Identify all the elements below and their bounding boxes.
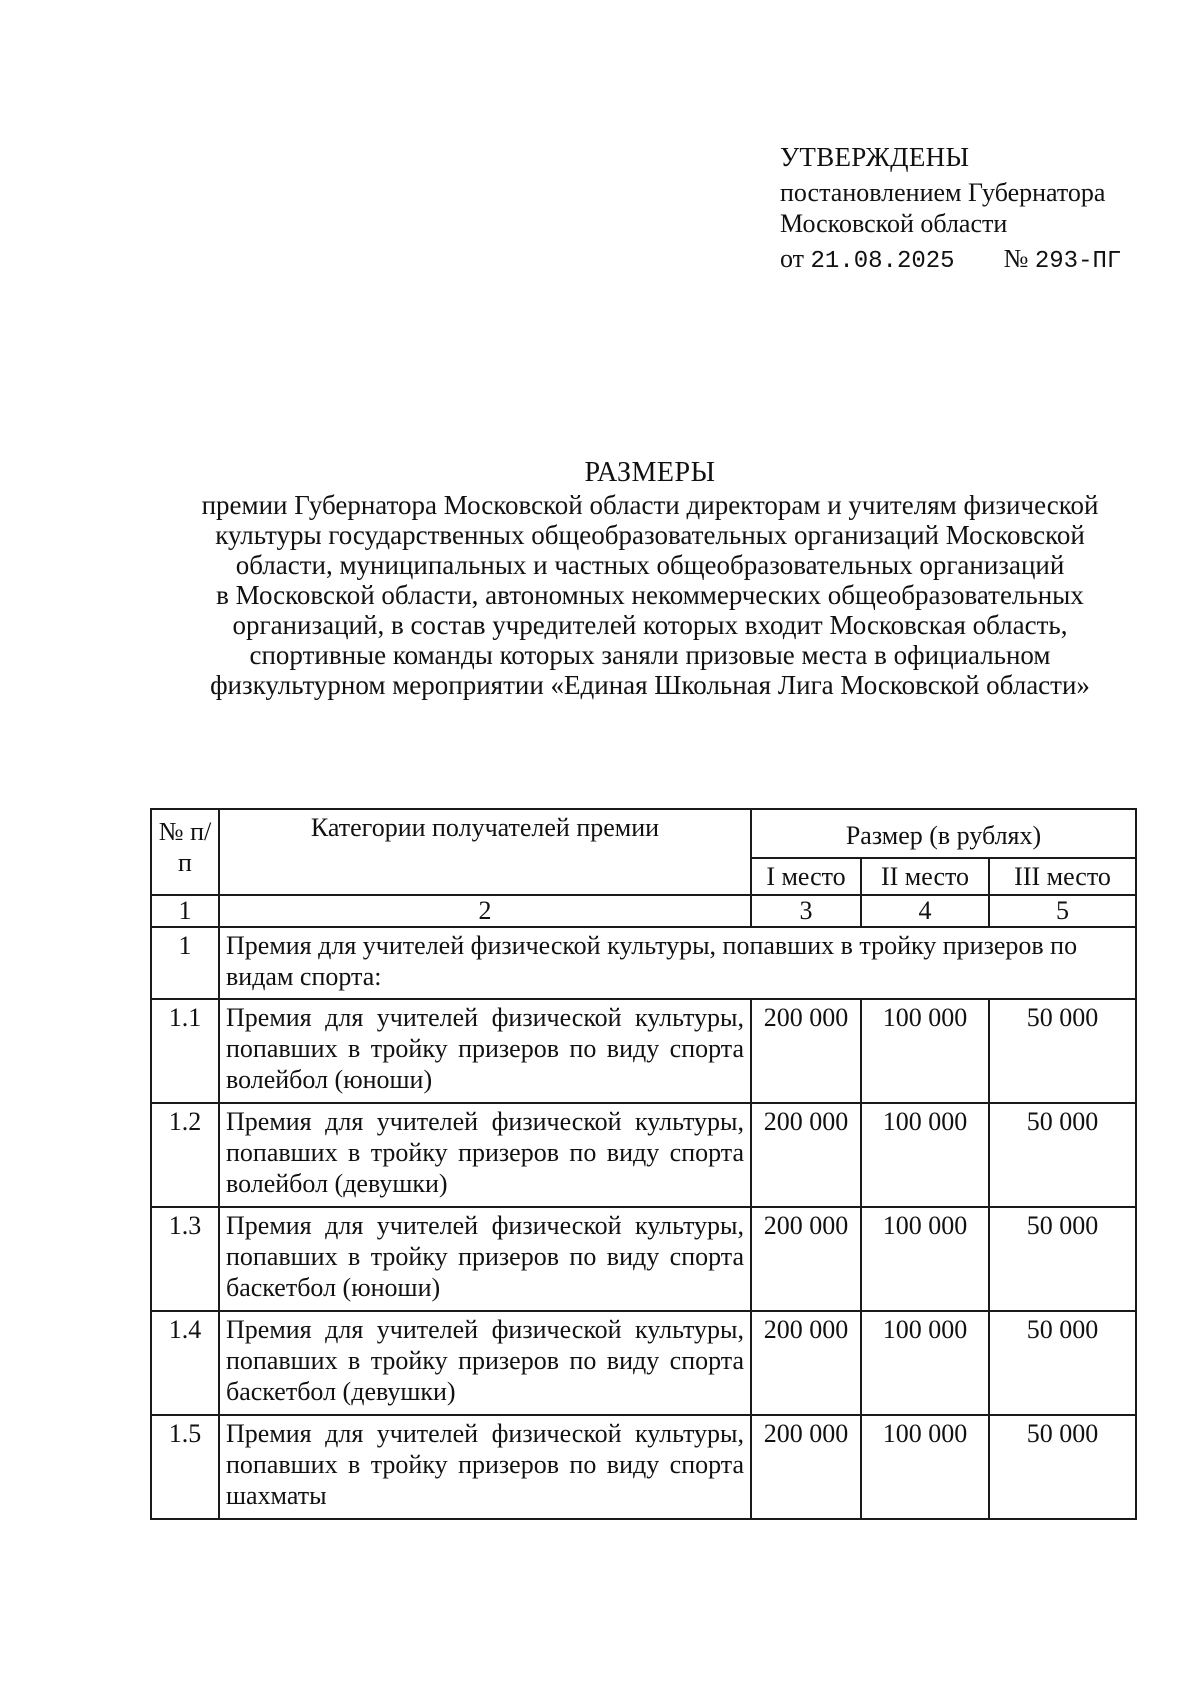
approval-date: 21.08.2025 bbox=[810, 248, 955, 275]
header-place-2: II место bbox=[861, 858, 989, 895]
awards-table bbox=[150, 808, 1137, 1520]
row-place-2: 100 000 bbox=[861, 1415, 989, 1519]
title-line: спортивные команды которых заняли призовые места в официальном bbox=[249, 640, 1051, 670]
row-place-3: 50 000 bbox=[989, 1415, 1136, 1519]
row-num: 1.2 bbox=[151, 1103, 219, 1207]
approval-heading: УТВЕРЖДЕНЫ bbox=[780, 142, 970, 172]
section-row bbox=[151, 927, 1136, 999]
column-number: 3 bbox=[751, 895, 861, 927]
row-category: Премия для учителей физической культуры, попавших в тройку призеров по виду спорта шахматы bbox=[219, 1415, 751, 1519]
approval-stamp bbox=[780, 142, 1121, 277]
header-place-3: III место bbox=[989, 858, 1136, 895]
title-line: культуры государственных общеобразовательных организаций Московской bbox=[215, 520, 1085, 550]
title-line: в Московской области, автономных некоммерческих общеобразовательных bbox=[216, 580, 1084, 610]
title-line: организаций, в состав учредителей которых входит Московская область, bbox=[232, 610, 1068, 640]
row-place-1: 200 000 bbox=[751, 999, 861, 1103]
approval-line-2: Московской области bbox=[780, 209, 1008, 238]
row-place-3: 50 000 bbox=[989, 1207, 1136, 1311]
row-num: 1.1 bbox=[151, 999, 219, 1103]
row-category: Премия для учителей физической культуры, попавших в тройку призеров по виду спорта волейбол (юноши) bbox=[219, 999, 751, 1103]
approval-number: 293-ПГ bbox=[1034, 248, 1122, 275]
document-title bbox=[170, 458, 1130, 700]
row-place-1: 200 000 bbox=[751, 1103, 861, 1207]
approval-date-line bbox=[780, 243, 1121, 277]
table-row bbox=[151, 999, 1136, 1103]
number-sign: № bbox=[1003, 244, 1029, 273]
section-text: Премия для учителей физической культуры, попавших в тройку призеров по видам спорта: bbox=[219, 927, 1136, 999]
row-place-3: 50 000 bbox=[989, 999, 1136, 1103]
table-row bbox=[151, 1103, 1136, 1207]
column-number-row bbox=[151, 895, 1136, 927]
header-place-1: I место bbox=[751, 858, 861, 895]
table-row bbox=[151, 1415, 1136, 1519]
title-main: РАЗМЕРЫ bbox=[584, 457, 716, 488]
date-prefix: от bbox=[780, 244, 805, 273]
row-category: Премия для учителей физической культуры, попавших в тройку призеров по виду спорта баскетбол (девушки) bbox=[219, 1311, 751, 1415]
table-row bbox=[151, 1311, 1136, 1415]
row-place-3: 50 000 bbox=[989, 1103, 1136, 1207]
column-number: 4 bbox=[861, 895, 989, 927]
column-number: 5 bbox=[989, 895, 1136, 927]
approval-line-1: постановлением Губернатора bbox=[780, 178, 1106, 207]
row-place-1: 200 000 bbox=[751, 1207, 861, 1311]
table-row bbox=[151, 1207, 1136, 1311]
row-place-2: 100 000 bbox=[861, 1207, 989, 1311]
header-amount: Размер (в рублях) bbox=[751, 809, 1136, 858]
row-category: Премия для учителей физической культуры, попавших в тройку призеров по виду спорта волейбол (девушки) bbox=[219, 1103, 751, 1207]
title-line: физкультурном мероприятии «Единая Школьная Лига Московской области» bbox=[210, 670, 1090, 700]
column-number: 2 bbox=[219, 895, 751, 927]
header-category: Категории получателей премии bbox=[219, 809, 751, 895]
row-place-2: 100 000 bbox=[861, 1311, 989, 1415]
title-line: области, муниципальных и частных общеобразовательных организаций bbox=[235, 550, 1065, 580]
column-number: 1 bbox=[151, 895, 219, 927]
row-place-2: 100 000 bbox=[861, 999, 989, 1103]
row-place-3: 50 000 bbox=[989, 1311, 1136, 1415]
row-place-1: 200 000 bbox=[751, 1311, 861, 1415]
row-num: 1.3 bbox=[151, 1207, 219, 1311]
row-place-1: 200 000 bbox=[751, 1415, 861, 1519]
table-header-row bbox=[151, 809, 1136, 858]
section-num: 1 bbox=[151, 927, 219, 999]
row-num: 1.5 bbox=[151, 1415, 219, 1519]
row-category: Премия для учителей физической культуры, попавших в тройку призеров по виду спорта баскетбол (юноши) bbox=[219, 1207, 751, 1311]
row-num: 1.4 bbox=[151, 1311, 219, 1415]
header-num: № п/п bbox=[151, 809, 219, 895]
title-line: премии Губернатора Московской области директорам и учителям физической bbox=[201, 490, 1099, 520]
row-place-2: 100 000 bbox=[861, 1103, 989, 1207]
